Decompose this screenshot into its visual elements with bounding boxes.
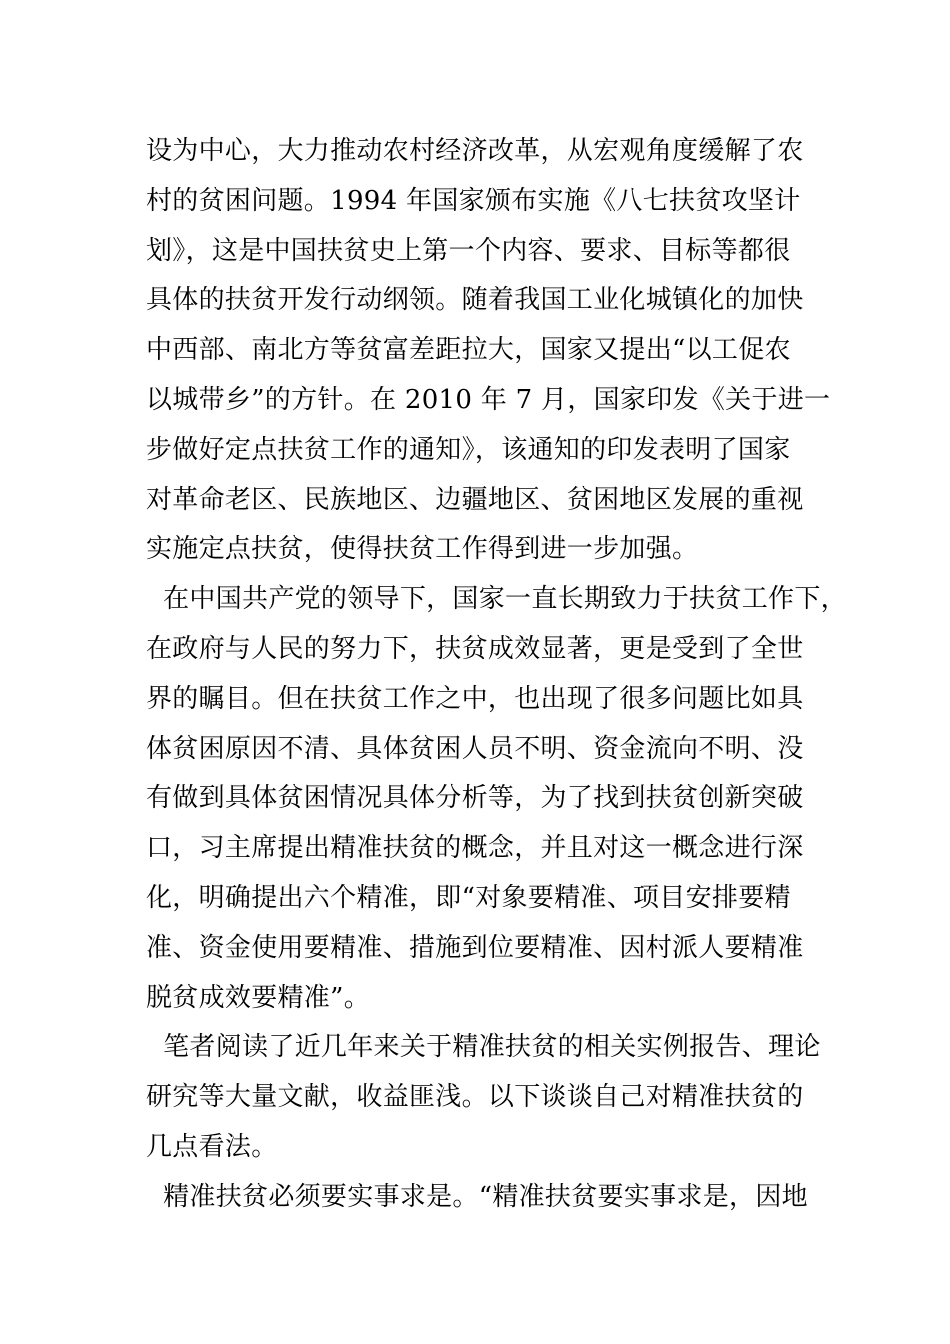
text-line: 精准扶贫必须要实事求是。“精准扶贫要实事求是，因地 [146,1181,808,1212]
text-line: 对革命老区、民族地区、边疆地区、贫困地区发展的重视 [146,484,804,515]
text-line: 界的瞩目。但在扶贫工作之中，也出现了很多问题比如具 [146,683,804,714]
text-line: 实施定点扶贫，使得扶贫工作得到进一步加强。 [146,534,699,565]
text-line: 步做好定点扶贫工作的通知》，该通知的印发表明了国家 [146,434,791,465]
text-line: 在中国共产党的领导下，国家一直长期致力于扶贫工作下， [146,584,847,615]
paragraph-2 [146,575,847,1023]
text-line: 有做到具体贫困情况具体分析等，为了找到扶贫创新突破 [146,783,804,814]
text-line: 以城带乡”的方针。在 2010 年 7 月，国家印发《关于进一 [146,384,831,415]
text-line: 体贫困原因不清、具体贫困人员不明、资金流向不明、没 [146,733,804,764]
text-line: 笔者阅读了近几年来关于精准扶贫的相关实例报告、理论 [146,1032,821,1063]
paragraph-3 [146,1023,821,1172]
text-line: 口，习主席提出精准扶贫的概念，并且对这一概念进行深 [146,833,804,864]
body-text [146,127,847,1223]
text-line: 脱贫成效要精准”。 [146,982,370,1013]
text-line: 研究等大量文献，收益匪浅。以下谈谈自己对精准扶贫的 [146,1082,804,1113]
text-line: 在政府与人民的努力下，扶贫成效显著，更是受到了全世 [146,633,804,664]
text-line: 村的贫困问题。1994 年国家颁布实施《八七扶贫攻坚计 [146,185,801,216]
text-line: 中西部、南北方等贫富差距拉大，国家又提出“以工促农 [146,335,791,366]
paragraph-4 [146,1173,816,1223]
text-line: 设为中心，大力推动农村经济改革，从宏观角度缓解了农 [146,136,804,166]
text-line: 准、资金使用要精准、措施到位要精准、因村派人要精准 [146,932,804,963]
paragraph-1 [146,127,831,575]
text-line: 划》，这是中国扶贫史上第一个内容、要求、目标等都很 [146,235,791,266]
text-line: 化，明确提出六个精准，即“对象要精准、项目安排要精 [146,882,791,913]
text-line: 具体的扶贫开发行动纲领。随着我国工业化城镇化的加快 [146,285,804,316]
text-line: 几点看法。 [146,1131,278,1162]
